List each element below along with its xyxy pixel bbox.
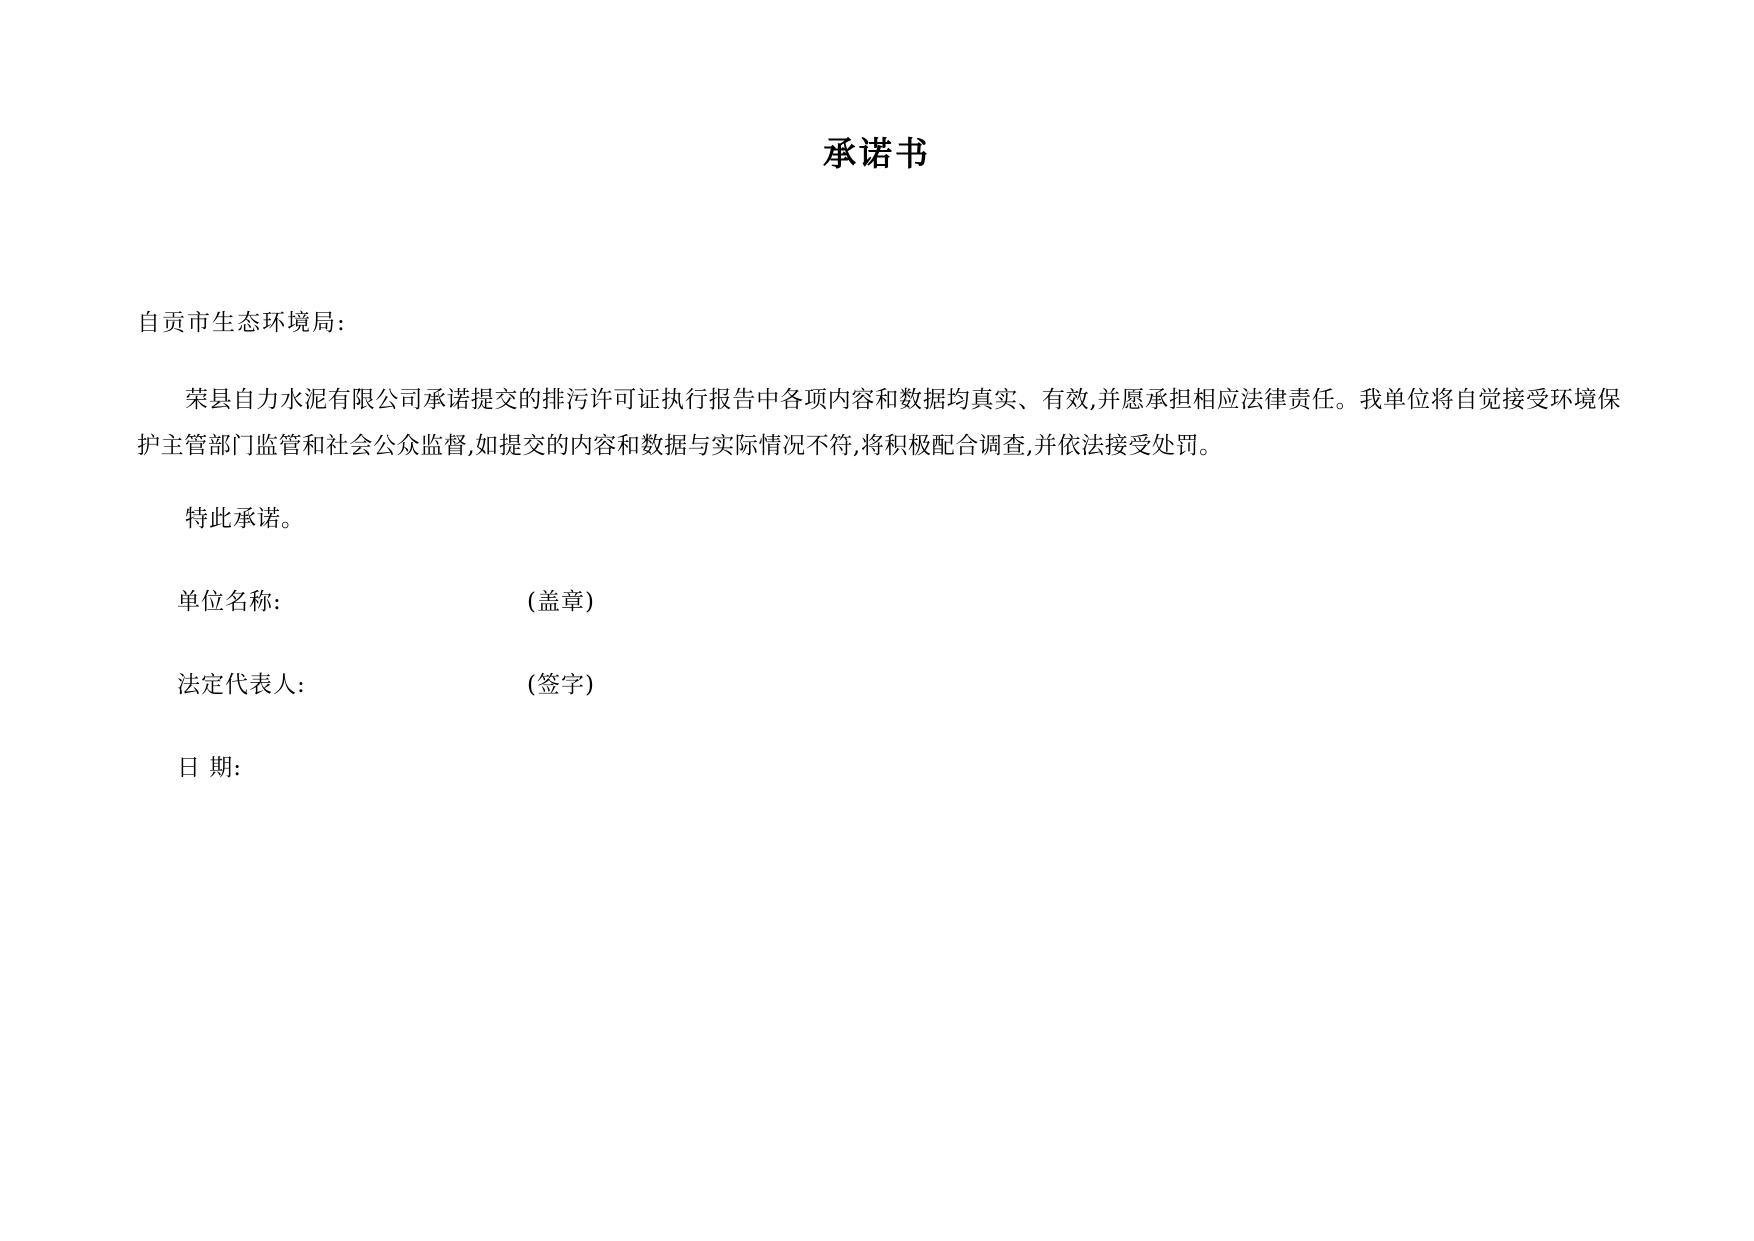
signature-row-company [137, 583, 1037, 666]
signature-row-date [137, 749, 1037, 832]
signature-block [137, 583, 1037, 832]
company-seal-note: (盖章) [527, 589, 595, 615]
closing-line: 特此承诺。 [185, 506, 305, 532]
signature-row-legal-rep [137, 666, 1037, 749]
page-title: 承诺书 [823, 134, 931, 173]
company-name-label: 单位名称: [177, 589, 282, 615]
legal-representative-sign-note: (签字) [527, 672, 595, 698]
legal-representative-label: 法定代表人: [177, 672, 306, 698]
commitment-paragraph: 荣县自力水泥有限公司承诺提交的排污许可证执行报告中各项内容和数据均真实、有效,并愿承担相应法律责任。我单位将自觉接受环境保护主管部门监管和社会公众监督,如提交的内容和数据与实际情况不符,将积极配合调查,并依法接受处罚。 [137, 387, 1621, 459]
date-label: 日 期: [177, 755, 243, 781]
addressee-line: 自贡市生态环境局: [137, 310, 347, 336]
